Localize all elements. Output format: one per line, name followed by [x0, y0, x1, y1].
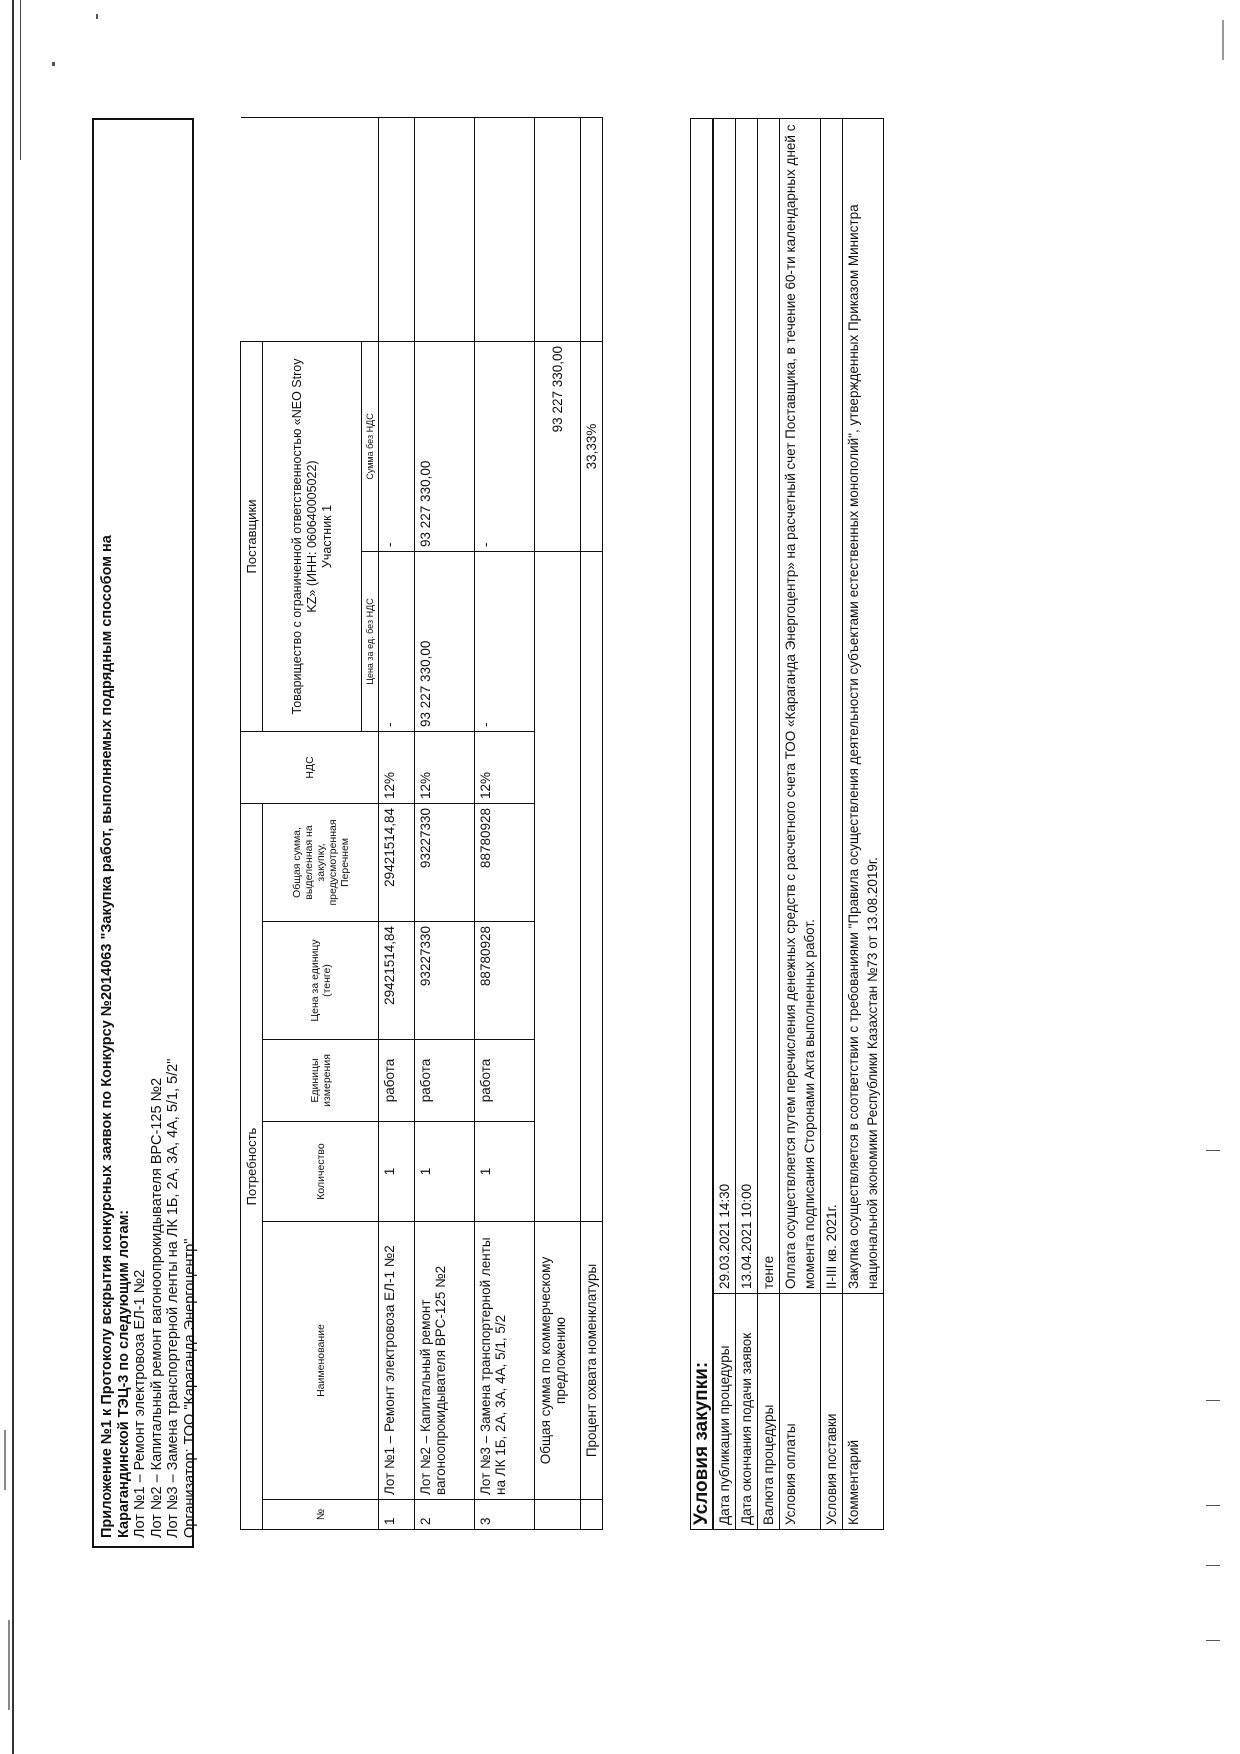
col-header-price: Цена за единицу (тенге) [263, 922, 379, 1040]
cell-qty: 1 [379, 1122, 415, 1222]
empty-cell [535, 117, 581, 341]
terms-value: 13.04.2021 10:00 [736, 119, 758, 1294]
cell-sup-sum: - [475, 341, 535, 551]
header-line: Лот №3 – Замена транспортерной ленты на ЛК 1Б, 2А, 3А, 4А, 5/1, 5/2" [165, 1058, 181, 1538]
cell-name: Лот №3 – Замена транспортерной ленты на ЛК 1Б, 2А, 3А, 4А, 5/1, 5/2 [475, 1222, 535, 1500]
header-line: Карагандинской ТЭЦ-3 по следующим лотам: [115, 1209, 132, 1538]
scan-mark-right [1206, 1150, 1220, 1151]
terms-value: Оплата осуществляется путем перечисления денежных средств с расчетного счета ТОО «Караганда Энергоцентр» на расчетный счет Поставщика, в течение 60-ти календарных дней с момента подписания Сторонами Акта выполненных работ. [780, 119, 821, 1294]
cell-price: 93227330 [415, 922, 475, 1040]
cell-name: Лот №1 – Ремонт электровоза ЕЛ-1 №2 [379, 1222, 415, 1500]
document-header [92, 118, 198, 1548]
total-value: 93 227 330,00 [535, 341, 581, 551]
empty-cell [581, 551, 603, 1221]
scan-mark-left [4, 1430, 6, 1490]
cell-price: 88780928 [475, 922, 535, 1040]
cell-qty: 1 [415, 1122, 475, 1222]
rotated-document-sheet [72, 0, 1182, 1548]
coverage-value: 33,33% [581, 341, 603, 551]
cell-name: Лот №2 – Капитальный ремонт вагоноопрокидывателя ВРС-125 №2 [415, 1222, 475, 1500]
cell-price: 29421514,84 [379, 922, 415, 1040]
col-header-sum-novat: Сумма без НДС [362, 341, 379, 551]
header-line: Организатор: ТОО "Караганда Энергоцентр" [181, 1238, 198, 1538]
scan-mark-right [1206, 1400, 1220, 1401]
coverage-label: Процент охвата номенклатуры [581, 1222, 603, 1500]
group-header-need: Потребность [241, 803, 263, 1529]
supplier-header [263, 341, 362, 731]
empty-cell [535, 551, 581, 1221]
bids-table [240, 117, 603, 1530]
terms-value: Закупка осуществляется в соответствии с требованиями "Правила осуществления деятельности субъектами естественных монополий", утвержденных Приказом Министра национальной экономики Республики Казахстан №73 от 13.08.2019г. [843, 119, 884, 1294]
terms-label: Валюта процедуры [758, 1294, 780, 1530]
total-label: Общая сумма по коммерческому предложению [535, 1222, 581, 1500]
scan-edge-line [12, 0, 14, 1754]
purchase-terms-table [690, 118, 884, 1530]
col-header-vat: НДС [241, 731, 379, 803]
supplier-participant: Участник 1 [319, 504, 334, 569]
terms-value: тенге [758, 119, 780, 1294]
terms-label: Комментарий [843, 1294, 884, 1530]
terms-row [780, 119, 821, 1530]
group-header-suppliers: Поставщики [241, 341, 263, 731]
terms-label: Условия оплаты [780, 1294, 821, 1530]
cell-qty: 1 [475, 1122, 535, 1222]
cell-vat: 12% [415, 731, 475, 803]
scan-speck [52, 62, 55, 66]
header-line: Приложение №1 к Протоколу вскрытия конкурсных заявок по Конкурсу №2014063 "Закупка работ, выполняемых подрядным способом на [99, 535, 115, 1538]
terms-label: Дата окончания подачи заявок [736, 1294, 758, 1530]
terms-value: II-III кв. 2021г. [821, 119, 843, 1294]
empty-cell [415, 117, 475, 341]
cell-total: 88780928 [475, 803, 535, 921]
coverage-row [581, 117, 603, 1529]
cell-unit: работа [475, 1040, 535, 1122]
total-row [535, 117, 581, 1529]
scan-mark-right [1206, 1640, 1220, 1641]
cell-no: 3 [475, 1500, 535, 1530]
cell-total: 93227330 [415, 803, 475, 921]
col-header-total: Общая сумма, выделенная на закупку, предусмотренная Перечнем [263, 803, 379, 921]
terms-value: 29.03.2021 14:30 [713, 119, 736, 1294]
cell-vat: 12% [475, 731, 535, 803]
terms-row [821, 119, 843, 1530]
empty-cell [475, 117, 535, 341]
terms-row [758, 119, 780, 1530]
scan-mark-right [1206, 1565, 1220, 1566]
col-header-name: Наименование [263, 1222, 379, 1500]
empty-cell [241, 117, 379, 341]
cell-sup-price: - [379, 551, 415, 731]
col-header-qty: Количество [263, 1122, 379, 1222]
cell-no: 2 [415, 1500, 475, 1530]
table-row [379, 117, 415, 1529]
scan-mark-left [8, 1620, 10, 1710]
scan-mark-right [1222, 20, 1224, 60]
terms-title: Условия закупки: [691, 119, 714, 1530]
terms-label: Условия поставки [821, 1294, 843, 1530]
cell-unit: работа [415, 1040, 475, 1122]
table-row [415, 117, 475, 1529]
cell-sup-price: 93 227 330,00 [415, 551, 475, 731]
col-header-no: № [263, 1500, 379, 1530]
empty-cell [581, 117, 603, 341]
cell-sup-price: - [475, 551, 535, 731]
col-header-unit-price-novat: Цена за ед. без НДС [362, 551, 379, 731]
scan-mark-right [1206, 1505, 1220, 1506]
terms-label: Дата публикации процедуры [713, 1294, 736, 1530]
cell-total: 29421514,84 [379, 803, 415, 921]
table-row [475, 117, 535, 1529]
terms-row [713, 119, 736, 1530]
empty-cell [581, 1500, 603, 1530]
empty-cell [535, 1500, 581, 1530]
header-line: Лот №1 – Ремонт электровоза ЕЛ-1 №2 [132, 1269, 148, 1538]
cell-sup-sum: 93 227 330,00 [415, 341, 475, 551]
cell-unit: работа [379, 1040, 415, 1122]
cell-sup-sum: - [379, 341, 415, 551]
empty-cell [379, 117, 415, 341]
col-header-unit: Единицы измерения [263, 1040, 379, 1122]
header-line: Лот №2 – Капитальный ремонт вагоноопрокидывателя ВРС-125 №2 [148, 1077, 165, 1538]
cell-no: 1 [379, 1500, 415, 1530]
terms-row [736, 119, 758, 1530]
supplier-name: Товарищество с ограниченной ответственностью «NEO Stroy KZ» (ИНН: 060640005022) [289, 358, 319, 715]
cell-vat: 12% [379, 731, 415, 803]
scan-edge-line-top [20, 0, 21, 160]
terms-row [843, 119, 884, 1530]
